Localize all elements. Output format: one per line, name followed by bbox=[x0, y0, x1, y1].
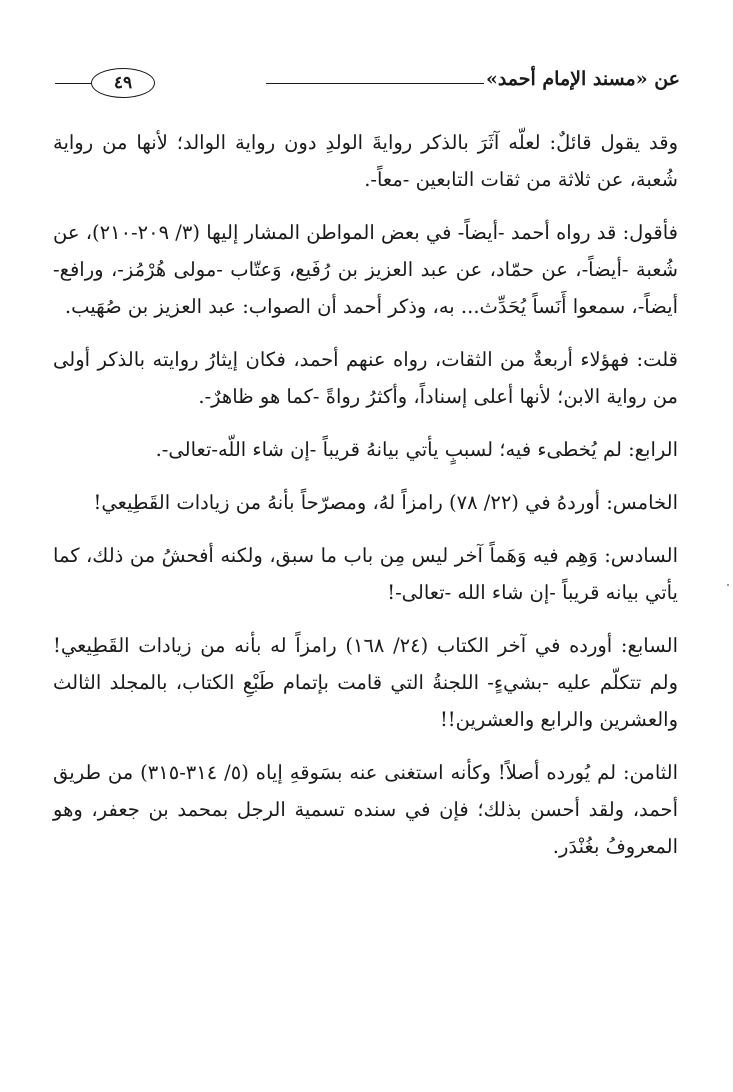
margin-speck bbox=[727, 584, 729, 586]
paragraph-1: وقد يقول قائلٌ: لعلّه آثَرَ بالذكر روايةَ الولدِ دون رواية الوالد؛ لأنها من رواية شُعبة، عن ثلاثة من ثقات التابعين -معاً-. bbox=[53, 131, 678, 191]
header-rule-right bbox=[266, 83, 484, 84]
header-rule-left bbox=[55, 83, 91, 84]
paragraph-6: السادس: وَهِم فيه وَهَماً آخر ليس مِن باب ما سبق، ولكنه أفحشُ من ذلك، كما يأتي بيانه قريباً -إن شاء الله -تعالى-! bbox=[53, 544, 678, 604]
page-body bbox=[53, 124, 678, 881]
paragraph-2: فأقول: قد رواه أحمد -أيضاً- في بعض المواطن المشار إليها (٣/ ٢٠٩-٢١٠)، عن شُعبة -أيضاً-، عن حمّاد، عن عبد العزيز بن رُفَيع، وَعتّاب -مولى هُرْمُز-، ورافع-أيضاً-، سمعوا أَنَساً يُحَدِّث... به، وذكر أحمد أن الصواب: عبد العزيز بن صُهَيب. bbox=[53, 221, 678, 318]
running-header bbox=[55, 62, 680, 102]
header-title: عن «مسند الإمام أحمد» bbox=[485, 68, 680, 90]
paragraph-7: السابع: أورده في آخر الكتاب (٢٤/ ١٦٨) رامزاً له بأنه من زيادات القَطِيعي! ولم تتكلّم عليه -بشيءٍ- اللجنةُ التي قامت بإتمام طَبْعِ الكتاب، بالمجلد الثالث والعشرين والرابع والعشرين!! bbox=[53, 634, 678, 731]
paragraph-3: قلت: فهؤلاء أربعةٌ من الثقات، رواه عنهم أحمد، فكان إيثارُ روايته بالذكر أولى من رواية الابن؛ لأنها أعلى إسناداً، وأكثرُ رواةً -كما هو ظاهرٌ-. bbox=[53, 348, 678, 408]
paragraph-8: الثامن: لم يُورده أصلاً! وكأنه استغنى عنه بسَوقهِ إياه (٥/ ٣١٤-٣١٥) من طريق أحمد، ولقد أحسن بذلك؛ فإن في سنده تسمية الرجل بمحمد بن جعفر، وهو المعروفُ بغُنْدَر. bbox=[53, 761, 679, 858]
page-number: ٤٩ bbox=[113, 73, 133, 93]
paragraph-5: الخامس: أوردهُ في (٢٢/ ٧٨) رامزاً لهُ، ومصرّحاً بأنهُ من زيادات القَطِيعي! bbox=[93, 491, 678, 514]
paragraph-4: الرابع: لم يُخطىء فيه؛ لسببٍ يأتي بيانهُ قريباً -إن شاء اللّه-تعالى-. bbox=[155, 438, 678, 461]
page-number-oval bbox=[91, 68, 155, 98]
